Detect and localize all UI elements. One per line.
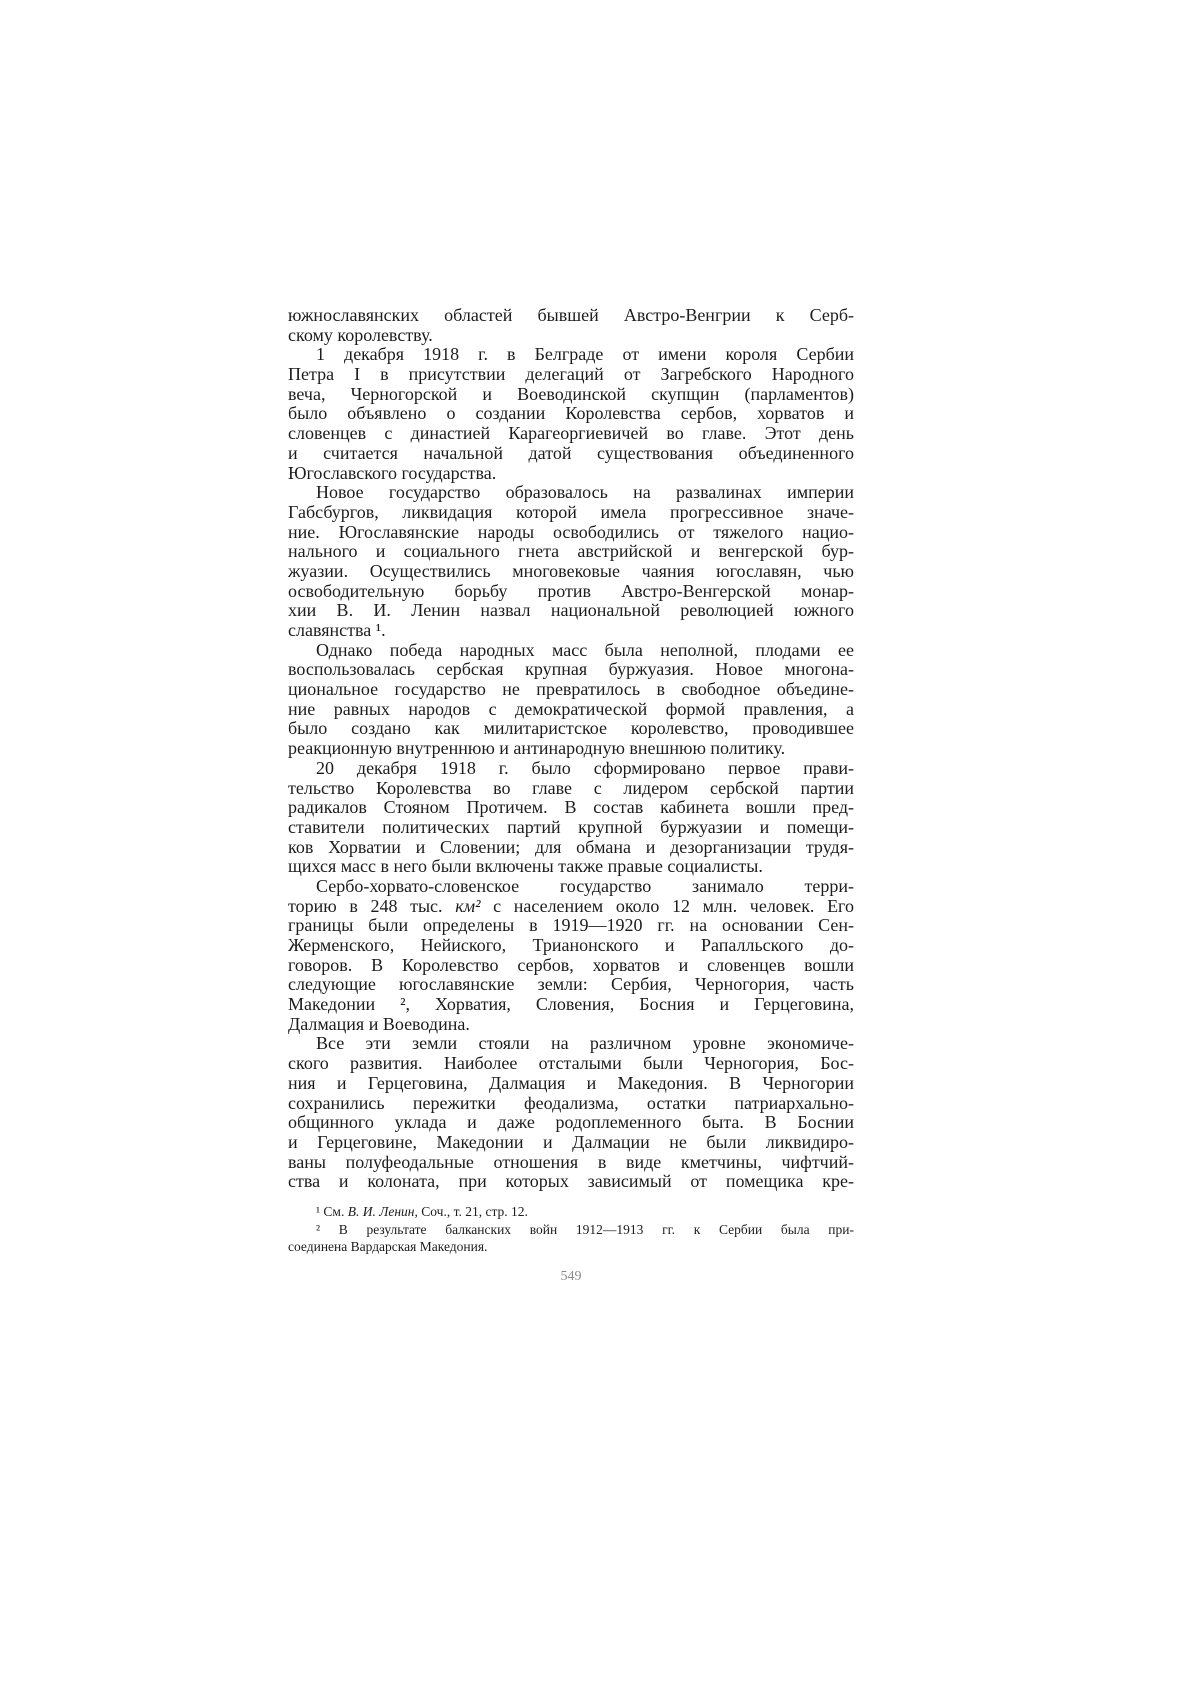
paragraph [288,759,854,877]
text-line: Габсбургов, ликвидация которой имела прогрессивное значе- [288,502,854,522]
italic-text: В. И. Ленин, [347,1204,418,1219]
text-line: ние. Югославянские народы освободились от тяжелого нацио- [288,522,854,542]
text-line: скому королевству. [288,325,433,345]
text-line [288,1203,854,1221]
text-line: было создано как милитаристское королевство, проводившее [288,719,854,739]
text-line: ского развития. Наиболее отсталыми были Черногория, Бос- [288,1054,854,1074]
text-line: границы были определены в 1919—1920 гг. на основании Сен- [288,916,854,936]
text-line: словенцев с династией Карагеоргиевичей во главе. Этот день [288,424,854,444]
text-line: освободительную борьбу против Австро-Венгерской монар- [288,581,854,601]
text-line: ства и колоната, при которых зависимый от помещика кре- [288,1172,854,1192]
text-line: щихся масс в него были включены также правые социалисты. [288,857,763,877]
text-line: Жерменского, Нейиского, Трианонского и Рапалльского до- [288,936,854,955]
text-line: следующие югославянские земли: Сербия, Черногория, часть [288,975,854,995]
text-line: соединена Вардарская Македония. [288,1239,488,1254]
footnotes [288,1203,854,1256]
paragraph [288,306,854,345]
text-segment: Соч., т. 21, стр. 12. [417,1204,528,1219]
text-line: жуазии. Осуществились многовековые чаяния югославян, чью [288,561,854,581]
text-segment: с населением около 12 млн. человек. Его [480,896,854,916]
text-line: общинного уклада и даже родоплеменного быта. В Боснии [288,1113,854,1133]
text-line: Югославского государства. [288,463,497,483]
paragraph [288,877,854,1035]
text-segment: ¹ См. [316,1204,348,1219]
text-line: реакционную внутреннюю и антинародную внешнюю политику. [288,739,786,759]
text-line: циональное государство не превратилось в свободное объедине- [288,680,854,700]
text-line: и Герцеговине, Македонии и Далмации не были ликвидиро- [288,1132,854,1152]
body-text [288,306,854,1192]
paragraph [288,641,854,759]
text-line: славянства ¹. [288,621,386,640]
footnote [288,1221,854,1256]
text-line: Далмация и Воеводина. [288,1014,470,1034]
text-line: нального и социального гнета австрийской и венгерской бур- [288,542,854,562]
text-line: ваны полуфеодальные отношения в виде кметчины, чифтчий- [288,1152,854,1172]
text-line: 1 декабря 1918 г. в Белграде от имени короля Сербии [316,345,854,365]
text-line: Однако победа народных масс была неполной, плодами ее [316,640,854,660]
paragraph [288,483,854,641]
text-line: радикалов Стояном Протичем. В состав кабинета вошли пред- [288,798,854,818]
text-line: ние равных народов с демократической формой правления, а [288,699,854,719]
text-line: ² В результате балканских войн 1912—1913 гг. к Сербии была при- [316,1221,854,1237]
text-line: было объявлено о создании Королевства сербов, хорватов и [288,404,854,424]
italic-text: км² [455,896,481,916]
text-line: 20 декабря 1918 г. было сформировано первое прави- [316,758,854,778]
paragraph [288,1034,854,1192]
text-line: веча, Черногорской и Воеводинской скупщин (парламентов) [288,384,854,404]
text-segment: торию в 248 тыс. [288,896,456,916]
text-line: ставители политических партий крупной буржуазии и помещи- [288,817,854,837]
paragraph [288,345,854,483]
text-line: Петра I в присутствии делегаций от Загребского Народного [288,365,854,385]
text-line: южнославянских областей бывшей Австро-Венгрии к Серб- [288,306,854,325]
text-line: и считается начальной датой существования объединенного [288,443,854,463]
text-line: тельство Королевства во главе с лидером сербской партии [288,778,854,798]
footnote [288,1203,854,1221]
text-line: сохранились пережитки феодализма, остатки патриархально- [288,1093,854,1113]
text-line: Македонии ², Хорватия, Словения, Босния и Герцеговина, [288,995,854,1015]
text-line: ков Хорватии и Словении; для обмана и дезорганизации трудя- [288,837,854,857]
text-line: воспользовалась сербская крупная буржуазия. Новое многона- [288,660,854,680]
text-line: говоров. В Королевство сербов, хорватов и словенцев вошли [288,955,854,975]
text-line: Новое государство образовалось на развалинах империи [316,483,854,503]
page-number: 549 [560,1269,582,1284]
text-line: Сербо-хорвато-словенское государство занимало терри- [316,876,854,896]
text-line: ния и Герцеговина, Далмация и Македония. В Черногории [288,1073,854,1093]
text-line [288,897,854,917]
text-line: хии В. И. Ленин назвал национальной революцией южного [288,601,854,621]
text-line: Все эти земли стояли на различном уровне экономиче- [316,1034,854,1054]
